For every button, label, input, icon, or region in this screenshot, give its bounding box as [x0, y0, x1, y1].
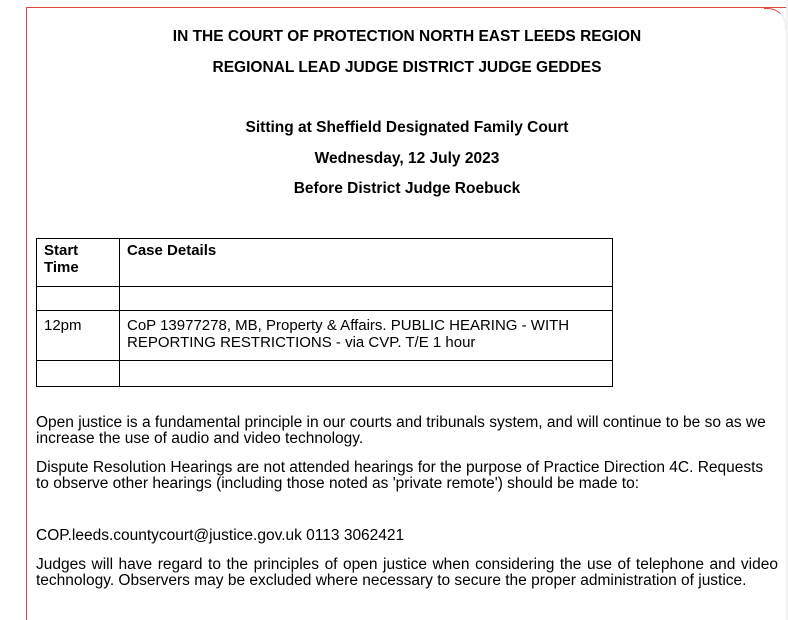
case-details-header: Case Details — [120, 239, 613, 287]
start-time-header: Start Time — [37, 239, 120, 287]
court-title: IN THE COURT OF PROTECTION NORTH EAST LEEDS REGION — [172, 28, 642, 45]
table-row — [37, 361, 613, 387]
row-details: CoP 13977278, MB, Property & Affairs. PUBLIC HEARING - WITH REPORTING RESTRICTIONS - via CVP. T/E 1 hour — [120, 311, 613, 361]
case-list-table — [36, 238, 613, 387]
table-row — [37, 287, 613, 311]
hearing-date: Wednesday, 12 July 2023 — [314, 150, 500, 167]
contact-details[interactable]: COP.leeds.countycourt@justice.gov.uk 0113 3062421 — [36, 527, 405, 544]
row-time — [37, 361, 120, 387]
row-details — [120, 287, 613, 311]
document-frame — [26, 7, 786, 620]
sitting-location: Sitting at Sheffield Designated Family Court — [245, 119, 569, 136]
row-time — [37, 287, 120, 311]
open-justice-note: Open justice is a fundamental principle in our courts and tribunals system, and will continue to be so as we increase the use of audio and video technology. — [36, 414, 766, 447]
row-details — [120, 361, 613, 387]
dispute-resolution-note: Dispute Resolution Hearings are not attended hearings for the purpose of Practice Direction 4C. Requests to observe other hearings (including those noted as 'private remote') should be made to: — [36, 459, 764, 492]
presiding-judge: Before District Judge Roebuck — [293, 180, 521, 197]
frame-corner — [764, 8, 786, 30]
table-header-row — [37, 239, 613, 287]
row-time: 12pm — [37, 311, 120, 361]
lead-judge-title: REGIONAL LEAD JUDGE DISTRICT JUDGE GEDDES — [212, 59, 602, 76]
table-row — [37, 311, 613, 361]
judges-note: Judges will have regard to the principles of open justice when considering the use of telephone and video technology. Observers may be excluded where necessary to secure the proper administration of justice. — [36, 556, 778, 589]
